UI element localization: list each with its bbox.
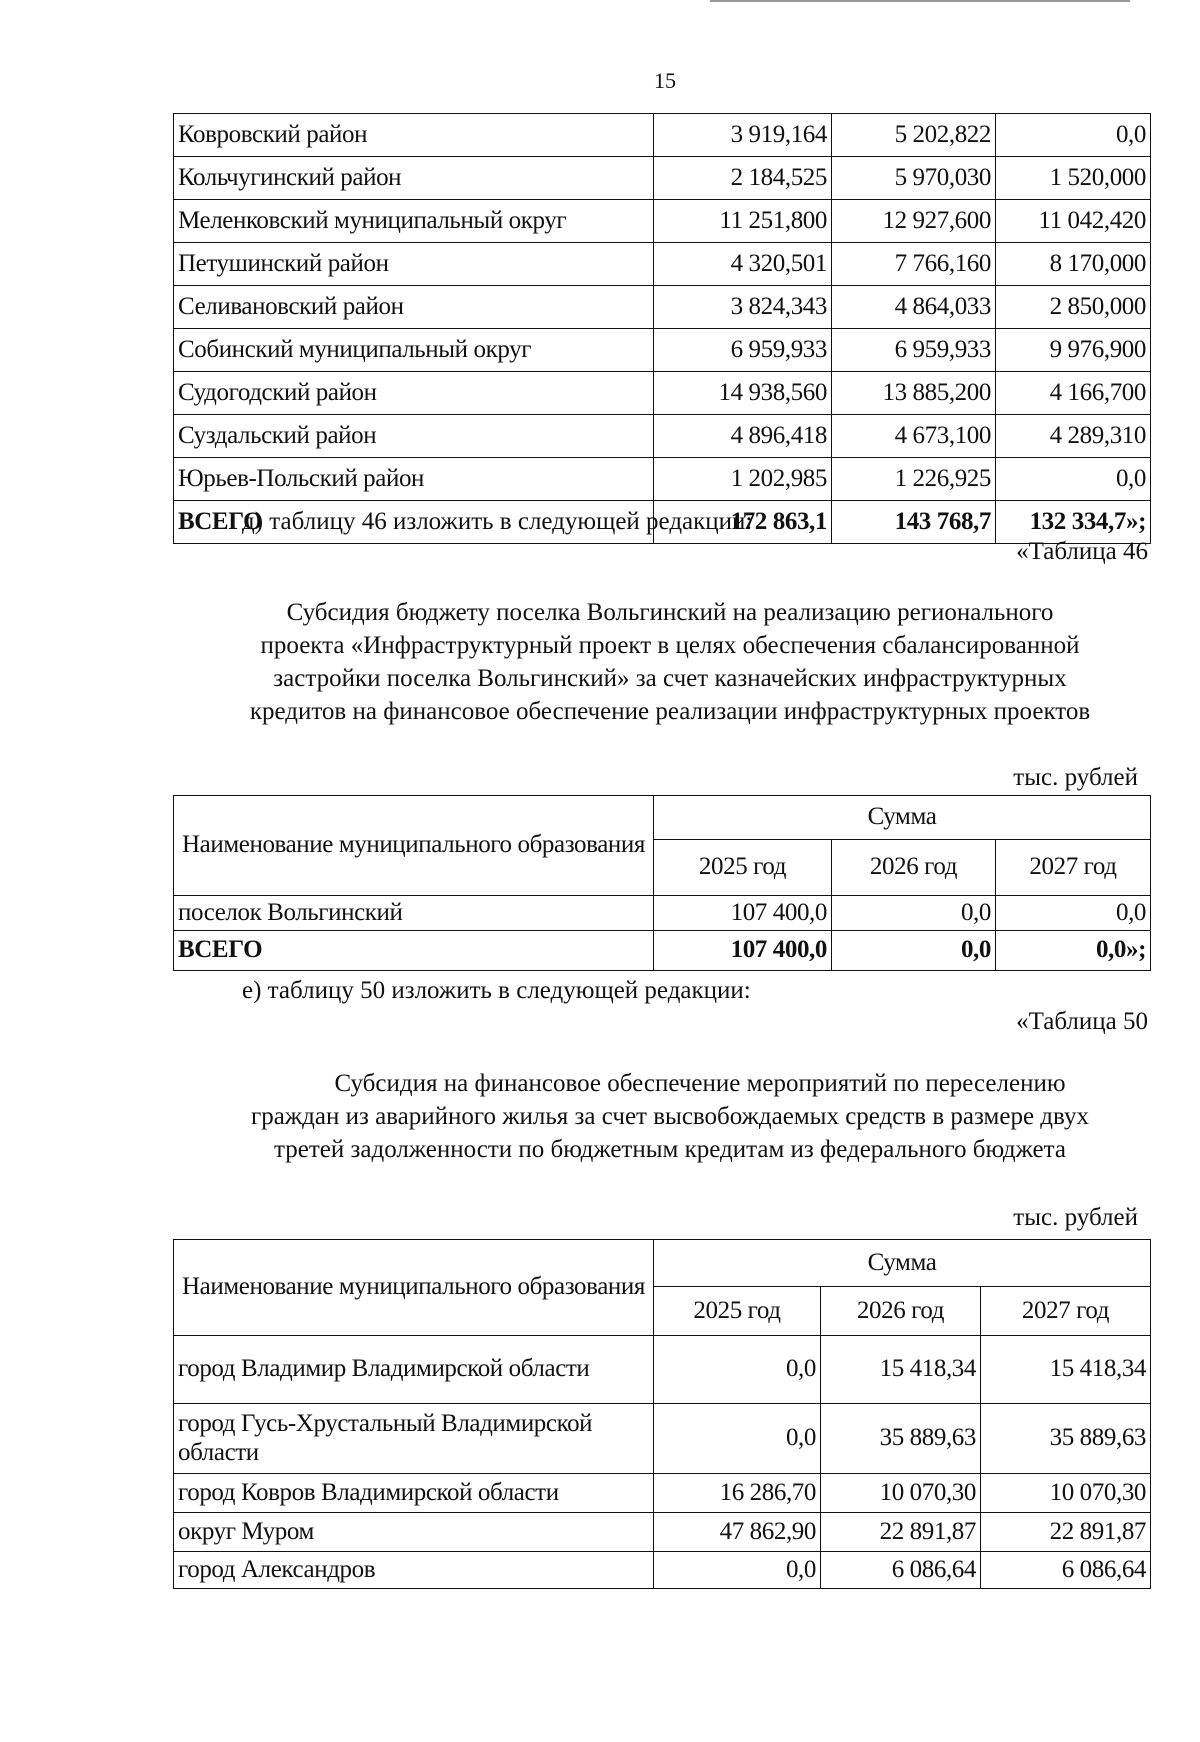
cell-value: 107 400,0 (654, 896, 832, 931)
table-row (174, 286, 1151, 329)
cell-value: 16 286,70 (654, 1474, 821, 1513)
cell-value: 0,0 (996, 114, 1151, 157)
cell-name: ВСЕГО (174, 501, 654, 544)
header-year: 2026 год (832, 840, 996, 896)
cell-value: 0,0 (654, 1404, 821, 1474)
table50-unit: тыс. рублей (1013, 1204, 1138, 1231)
cell-value: 5 970,030 (832, 157, 996, 200)
cell-value: 10 070,30 (981, 1474, 1151, 1513)
title-line: Субсидия на финансовое обеспечение мероприятий по переселению (334, 1070, 1066, 1097)
cell-name: Меленковский муниципальный округ (174, 200, 654, 243)
cell-name: Петушинский район (174, 243, 654, 286)
cell-value: 3 919,164 (654, 114, 832, 157)
cell-value: 6 959,933 (654, 329, 832, 372)
header-sum: Сумма (654, 1240, 1151, 1287)
paragraph-e: е) таблицу 50 изложить в следующей редакции: (242, 977, 751, 1004)
cell-value: 5 202,822 (832, 114, 996, 157)
cell-value: 47 862,90 (654, 1513, 821, 1552)
title-line: застройки поселка Вольгинский» за счет казначейских инфраструктурных (273, 665, 1067, 692)
cell-value: 1 202,985 (654, 458, 832, 501)
cell-name: город Владимир Владимирской области (174, 1336, 654, 1404)
cell-name: Кольчугинский район (174, 157, 654, 200)
table-row (174, 114, 1151, 157)
table46-title (150, 596, 1190, 728)
cell-value: 0,0 (654, 1336, 821, 1404)
cell-value: 0,0»; (996, 931, 1151, 971)
cell-name: Собинский муниципальный округ (174, 329, 654, 372)
cell-name: Селивановский район (174, 286, 654, 329)
cell-value: 6 959,933 (832, 329, 996, 372)
cell-value: 13 885,200 (832, 372, 996, 415)
cell-value: 12 927,600 (832, 200, 996, 243)
cell-value: 9 976,900 (996, 329, 1151, 372)
table-row (174, 1336, 1151, 1404)
cell-name: ВСЕГО (174, 931, 654, 971)
cell-value: 14 938,560 (654, 372, 832, 415)
cell-value: 2 184,525 (654, 157, 832, 200)
table-row (174, 372, 1151, 415)
cell-value: 1 226,925 (832, 458, 996, 501)
header-year: 2025 год (654, 1287, 821, 1336)
cell-value: 6 086,64 (821, 1552, 981, 1589)
title-line: Субсидия бюджету поселка Вольгинский на реализацию регионального (286, 599, 1054, 626)
cell-value: 132 334,7»; (996, 501, 1151, 544)
table-row (174, 1513, 1151, 1552)
header-name: Наименование муниципального образования (174, 796, 654, 896)
header-year: 2025 год (654, 840, 832, 896)
table50-label: «Таблица 50 (1016, 1008, 1148, 1035)
cell-value: 6 086,64 (981, 1552, 1151, 1589)
title-line: кредитов на финансовое обеспечение реализации инфраструктурных проектов (249, 698, 1091, 725)
table50-title (150, 1067, 1190, 1166)
cell-value: 0,0 (832, 931, 996, 971)
table-row (174, 243, 1151, 286)
header-year: 2026 год (821, 1287, 981, 1336)
cell-value: 4 896,418 (654, 415, 832, 458)
table-row (174, 415, 1151, 458)
cell-value: 15 418,34 (981, 1336, 1151, 1404)
cell-name: поселок Вольгинский (174, 896, 654, 931)
cell-name: город Ковров Владимирской области (174, 1474, 654, 1513)
table46-label: «Таблица 46 (1016, 538, 1148, 565)
cell-value: 1 520,000 (996, 157, 1151, 200)
total-row (174, 931, 1151, 971)
paragraph-d: д) таблицу 46 изложить в следующей редакции: (242, 508, 753, 535)
header-sum: Сумма (654, 796, 1151, 840)
table-row (174, 896, 1151, 931)
table-row (174, 458, 1151, 501)
table-row (174, 329, 1151, 372)
cell-value: 4 166,700 (996, 372, 1151, 415)
table-row (174, 1404, 1151, 1474)
cell-value: 0,0 (832, 896, 996, 931)
cell-value: 22 891,87 (981, 1513, 1151, 1552)
cell-value: 0,0 (996, 458, 1151, 501)
cell-name: Судогодский район (174, 372, 654, 415)
header-year: 2027 год (981, 1287, 1151, 1336)
cell-value: 172 863,1 (654, 501, 832, 544)
table-row (174, 200, 1151, 243)
cell-value: 0,0 (654, 1552, 821, 1589)
cell-value: 11 042,420 (996, 200, 1151, 243)
cell-name: город Александров (174, 1552, 654, 1589)
cell-value: 4 289,310 (996, 415, 1151, 458)
table46-unit: тыс. рублей (1013, 764, 1138, 791)
table-row (174, 157, 1151, 200)
title-line: третей задолженности по бюджетным кредитам из федерального бюджета (274, 1136, 1066, 1163)
cell-name: Юрьев-Польский район (174, 458, 654, 501)
cell-value: 4 673,100 (832, 415, 996, 458)
title-line: граждан из аварийного жилья за счет высвобождаемых средств в размере двух (251, 1103, 1089, 1130)
cell-value: 15 418,34 (821, 1336, 981, 1404)
header-name: Наименование муниципального образования (174, 1240, 654, 1336)
cell-name: Суздальский район (174, 415, 654, 458)
cell-value: 10 070,30 (821, 1474, 981, 1513)
cell-value: 8 170,000 (996, 243, 1151, 286)
cell-name: округ Муром (174, 1513, 654, 1552)
scan-edge-line (710, 0, 1130, 2)
cell-value: 3 824,343 (654, 286, 832, 329)
cell-value: 4 320,501 (654, 243, 832, 286)
header-year: 2027 год (996, 840, 1151, 896)
cell-value: 11 251,800 (654, 200, 832, 243)
table50 (173, 1239, 1151, 1589)
table-row (174, 1552, 1151, 1589)
table-prev (173, 113, 1151, 544)
title-line: проекта «Инфраструктурный проект в целях обеспечения сбалансированной (260, 632, 1080, 659)
cell-value: 22 891,87 (821, 1513, 981, 1552)
cell-value: 107 400,0 (654, 931, 832, 971)
table46 (173, 795, 1151, 971)
cell-name: город Гусь-Хрустальный Владимирской области (174, 1404, 654, 1474)
cell-name: Ковровский район (174, 114, 654, 157)
cell-value: 143 768,7 (832, 501, 996, 544)
cell-value: 0,0 (996, 896, 1151, 931)
cell-value: 4 864,033 (832, 286, 996, 329)
page-number: 15 (654, 68, 676, 93)
cell-value: 7 766,160 (832, 243, 996, 286)
cell-value: 2 850,000 (996, 286, 1151, 329)
cell-value: 35 889,63 (981, 1404, 1151, 1474)
cell-value: 35 889,63 (821, 1404, 981, 1474)
table-row (174, 1474, 1151, 1513)
